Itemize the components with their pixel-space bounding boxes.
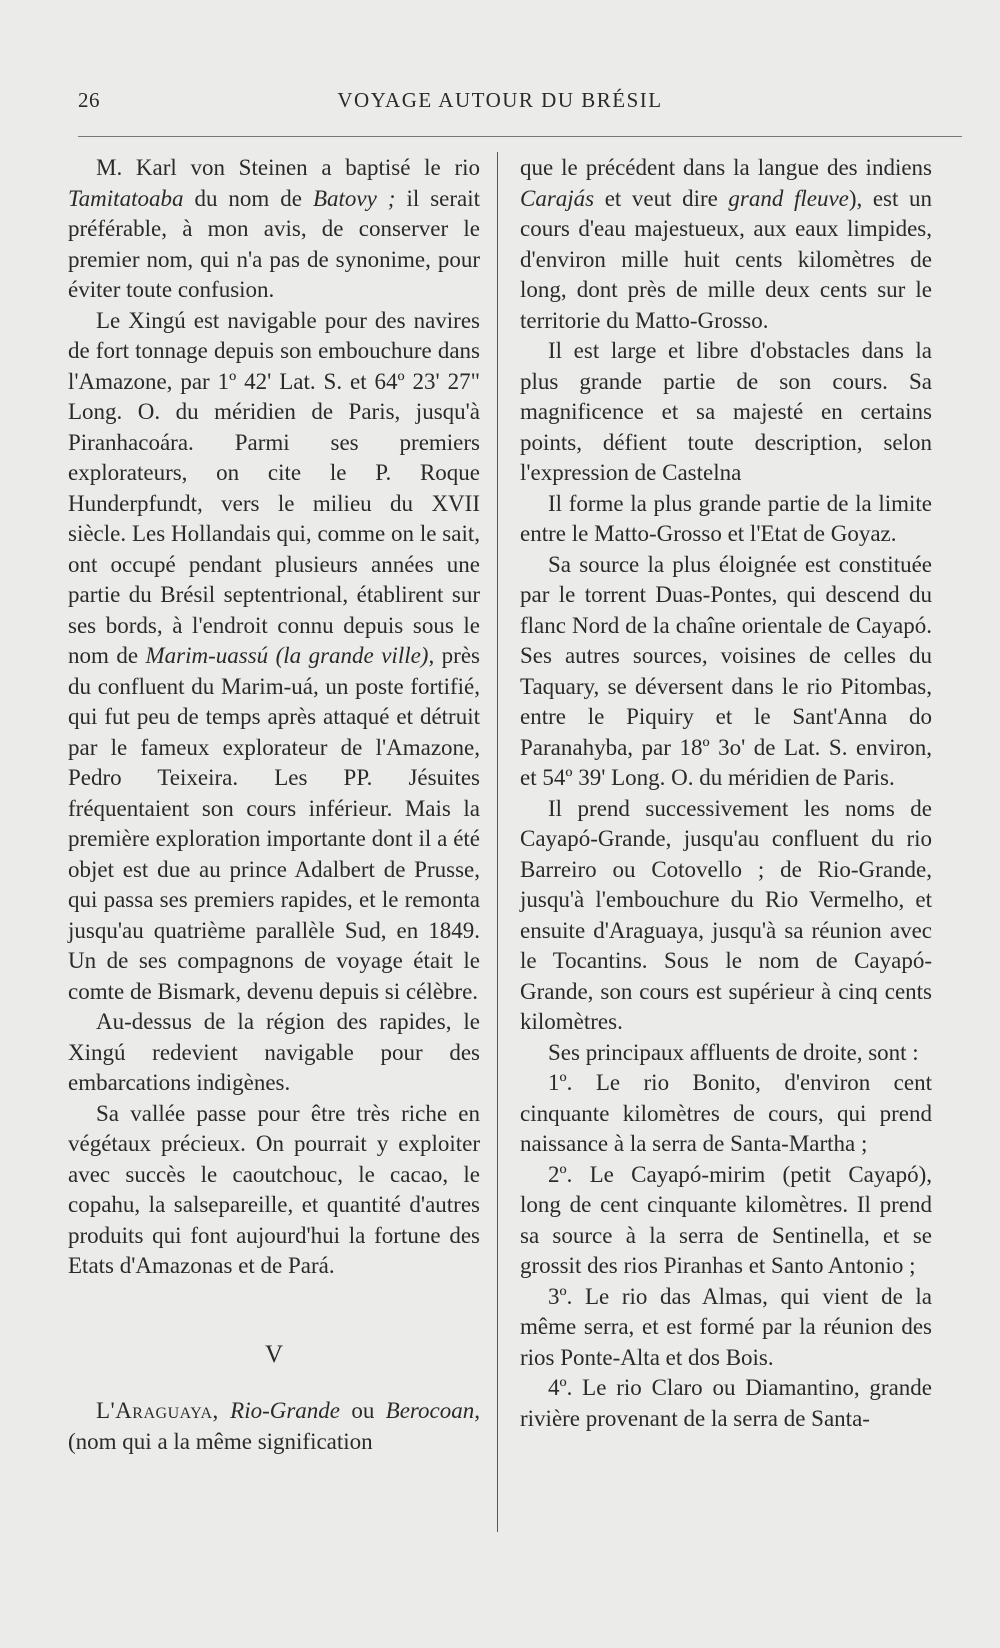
paragraph: Ses principaux affluents de droite, sont : xyxy=(548,1039,919,1065)
header-rule xyxy=(78,136,962,137)
paragraph: Il est large et libre d'obstacles dans la plus grande partie de son cours. Sa magnificence et sa majesté en certains points, défient toute description, selon l'expression de Castelna xyxy=(520,338,932,485)
column-divider xyxy=(497,152,498,1532)
list-item: 2º. Le Cayapó-mirim (petit Cayapó), long de cent cinquante kilomètres. Il prend sa source à la serra de Sentinella, et se grossit des rios Piranhas et Santo Antonio ; xyxy=(520,1161,932,1278)
right-column xyxy=(520,153,932,1434)
section-heading: V xyxy=(264,1340,284,1368)
paragraph: Au-dessus de la région des rapides, le Xingú redevient navigable pour des embarcations indigènes. xyxy=(68,1009,480,1095)
paragraph: M. Karl von Steinen a baptisé le rio Tamitatoaba du nom de Batovy ; il serait préférable, à mon avis, de conserver le premier nom, qui n'a pas de synonime, pour éviter toute confusion. xyxy=(68,155,481,302)
paragraph: que le précédent dans la langue des indiens Carajás et veut dire grand fleuve), est un cours d'eau majestueux, aux eaux limpides, d'environ mille huit cents kilomètres de long, dont près de mille deux cents sur le territorie du Matto-Grosso. xyxy=(520,155,932,333)
list-item: 1º. Le rio Bonito, d'environ cent cinquante kilomètres de cours, qui prend naissance à la serra de Santa-Martha ; xyxy=(520,1070,932,1156)
paragraph: Il prend successivement les noms de Cayapó-Grande, jusqu'au confluent du rio Barreiro ou Cotovello ; de Rio-Grande, jusqu'à l'embouchure du Rio Vermelho, et ensuite d'Araguaya, jusqu'à sa réunion avec le Tocantins. Sous le nom de Cayapó-Grande, son cours est supérieur à cinq cents kilomètres. xyxy=(520,795,932,1034)
paragraph: Sa vallée passe pour être très riche en végétaux précieux. On pourrait y exploiter avec succès le caoutchouc, le cacao, le copahu, la salsepareille, et quantité d'autres produits qui font aujourd'hui la fortune des Etats d'Amazonas et de Pará. xyxy=(68,1100,480,1278)
paragraph: L'Araguaya, Rio-Grande ou Berocoan, (nom qui a la même signification xyxy=(68,1398,480,1454)
running-title: VOYAGE AUTOUR DU BRÉSIL xyxy=(337,88,663,112)
page-header xyxy=(0,88,1000,122)
paragraph: Sa source la plus éloignée est constituée par le torrent Duas-Pontes, qui descend du flanc Nord de la chaîne orientale de Cayapó. Ses autres sources, voisines de celles du Taquary, se déversent dans le rio Pitombas, entre le Piquiry et le Sant'Anna do Paranahyba, par 18º 3o' de Lat. S. environ, et 54º 39' Long. O. du méridien de Paris. xyxy=(520,551,932,790)
list-item: 4º. Le rio Claro ou Diamantino, grande rivière provenant de la serra de Santa- xyxy=(520,1375,932,1431)
left-column xyxy=(68,153,480,1457)
paragraph: Il forme la plus grande partie de la limite entre le Matto-Grosso et l'Etat de Goyaz. xyxy=(520,490,932,546)
page-number: 26 xyxy=(78,88,100,112)
paragraph: Le Xingú est navigable pour des navires de fort tonnage depuis son embouchure dans l'Amazone, par 1º 42' Lat. S. et 64º 23' 27" Long. O. du méridien de Paris, jusqu'à Piranhacoára. Parmi ses premiers explorateurs, on cite le P. Roque Hunderpfundt, vers le milieu du XVII siècle. Les Hollandais qui, comme on le sait, ont occupé pendant plusieurs années une partie du Brésil septentrional, établirent sur ses bords, à l'endroit connu depuis sous le nom de Marim-uassú (la grande ville), près du confluent du Marim-uá, un poste fortifié, qui fut peu de temps après attaqué et détruit par le fameux explorateur de l'Amazone, Pedro Teixeira. Les PP. Jésuites fréquentaient son cours inférieur. Mais la première exploration importante dont il a été objet est due au prince Adalbert de Prusse, qui passa ses premiers rapides, et le remonta jusqu'au quatrième parallèle Sud, en 1849. Un de ses compagnons de voyage était le comte de Bismark, devenu depuis si célèbre. xyxy=(68,307,480,1004)
list-item: 3º. Le rio das Almas, qui vient de la même serra, et est formé par la réunion des rios Ponte-Alta et dos Bois. xyxy=(520,1283,932,1370)
